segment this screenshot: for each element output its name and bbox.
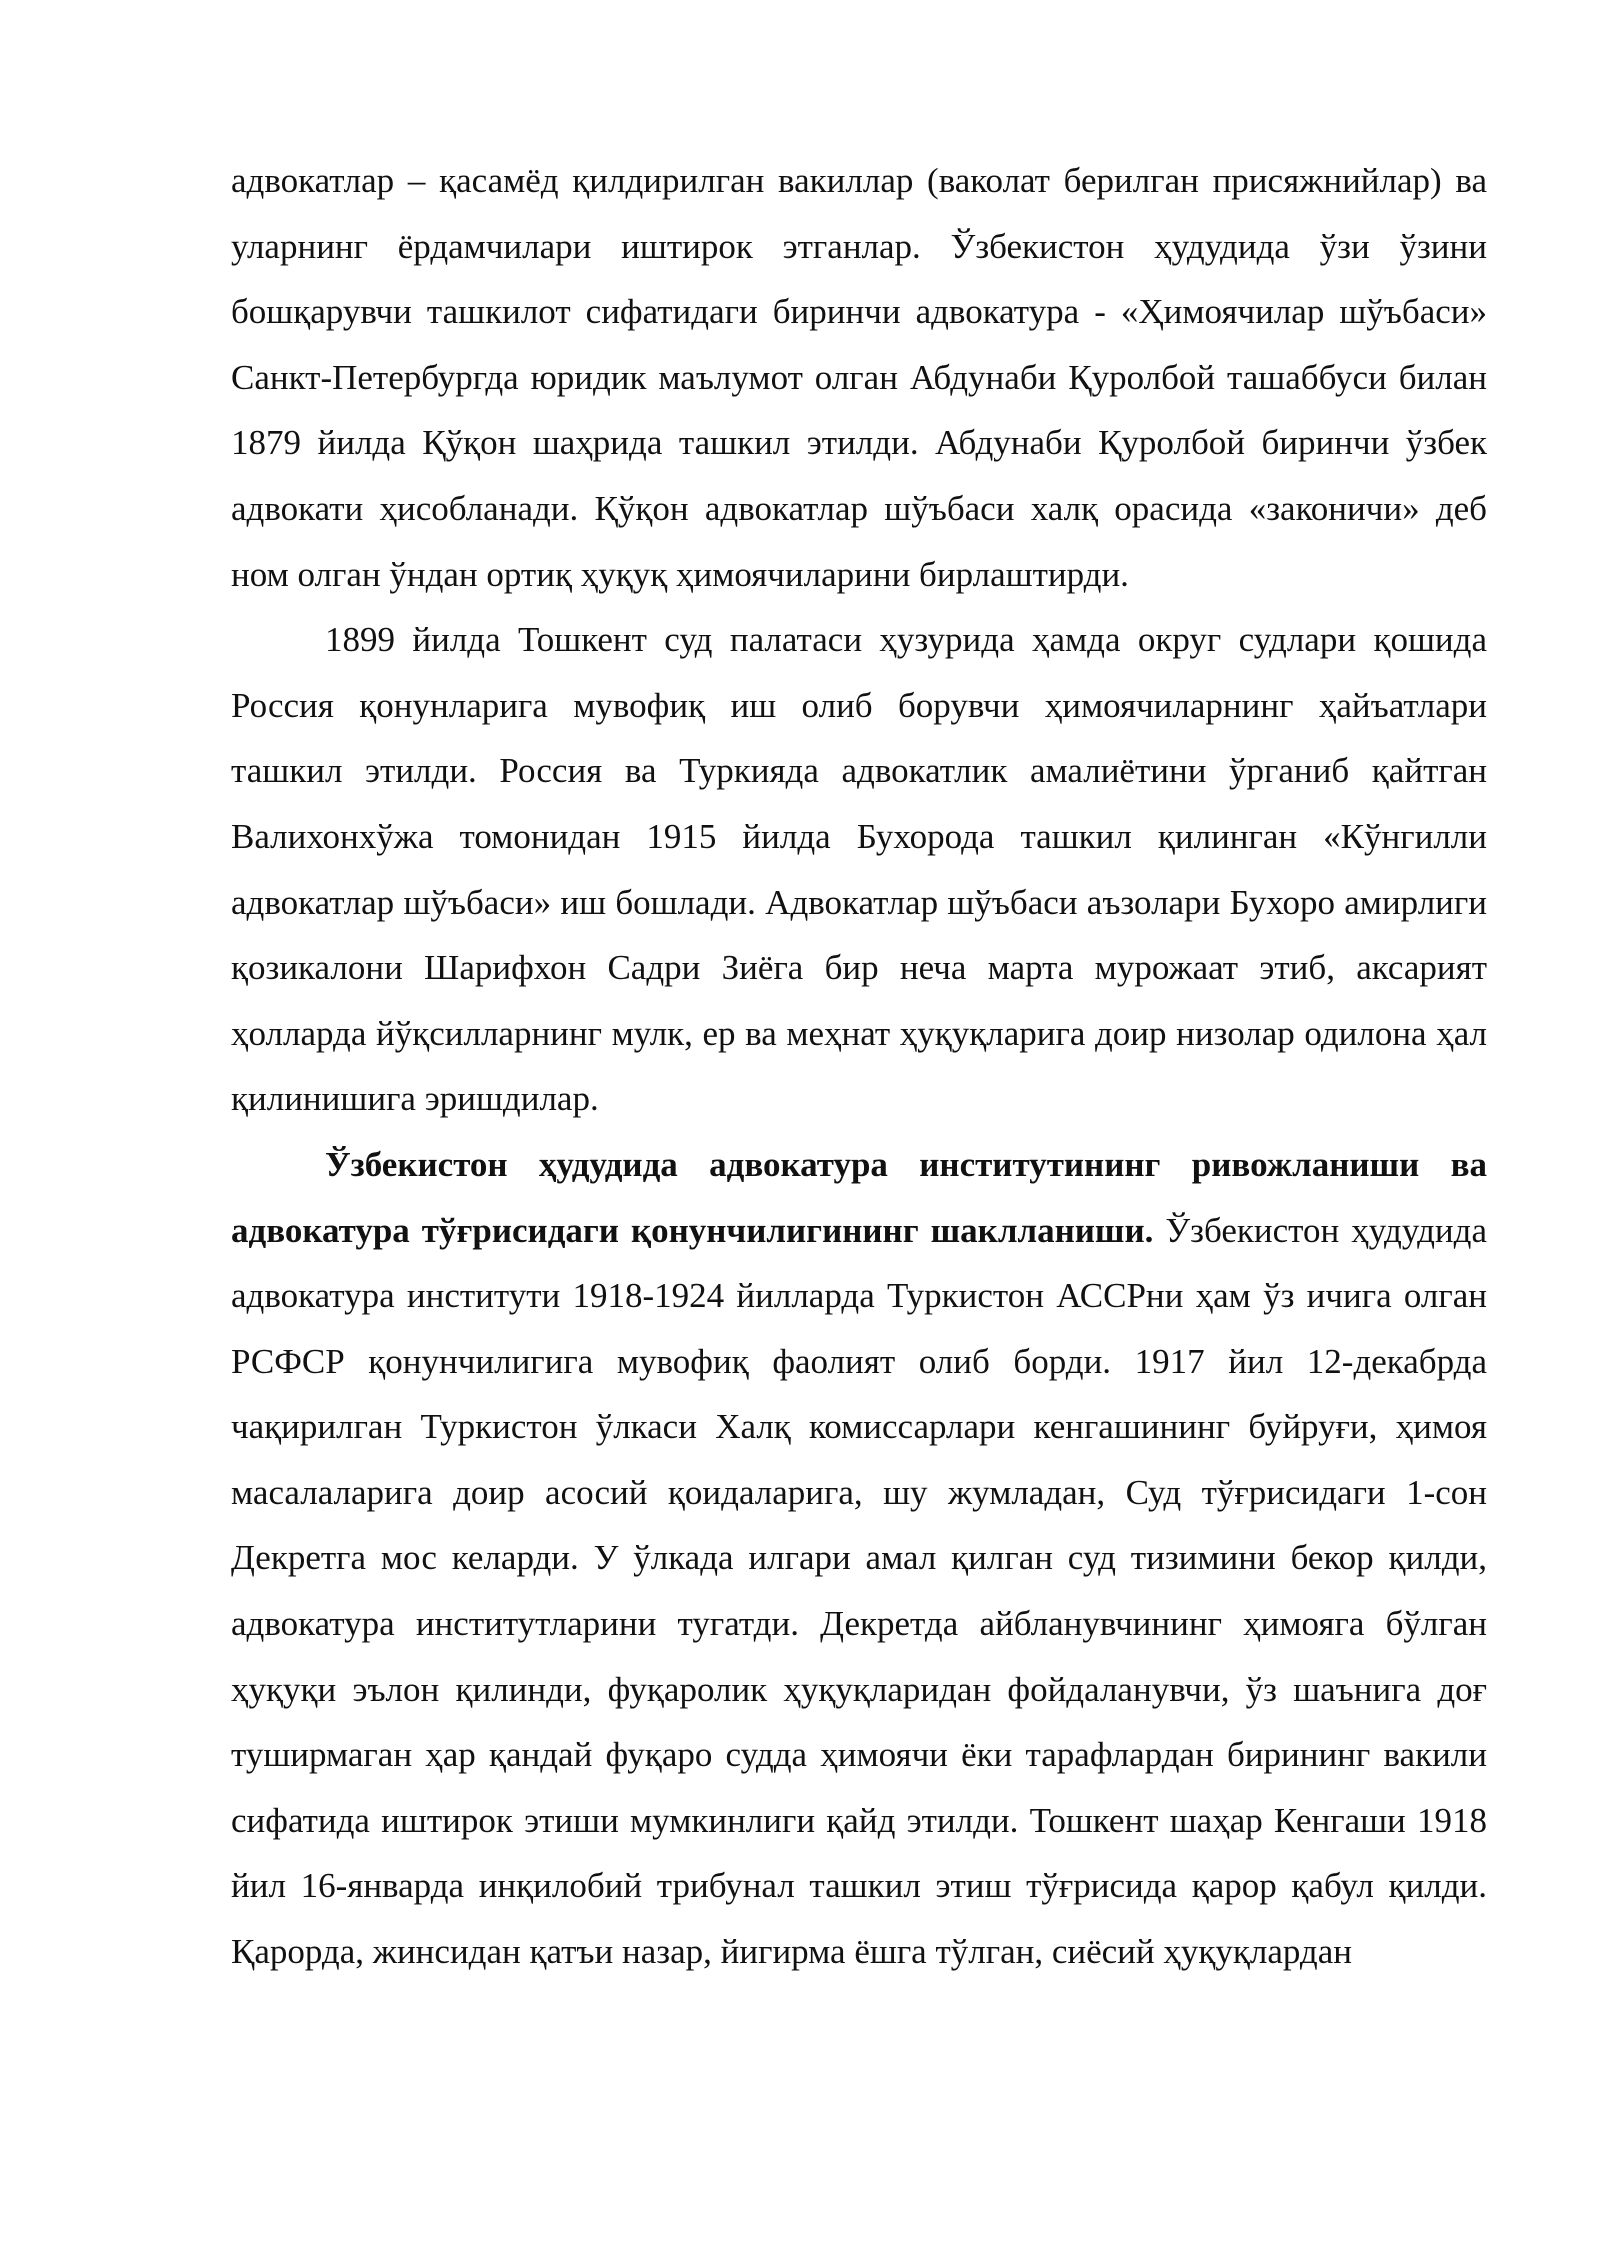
paragraph-2: 1899 йилда Тошкент суд палатаси ҳузурида ҳамда округ судлари қошида Россия қонунларига мувофиқ иш олиб борувчи ҳимоячиларнинг ҳайъатлари ташкил этилди. Россия ва Туркияда адвокатлик амалиётини ўрганиб қайтган Валихонхўжа томонидан 1915 йилда Бухорода ташкил қилинган «Кўнгилли адвокатлар шўъбаси» иш бошлади. Адвокатлар шўъбаси аъзолари Бухоро амирлиги қозикалони Шарифхон Садри Зиёга бир неча марта мурожаат этиб, аксарият ҳолларда йўқсилларнинг мулк, ер ва меҳнат ҳуқуқларига доир низолар одилона ҳал қилинишига эришдилар. [231, 620, 1487, 1119]
paragraph-3 [231, 1132, 1487, 1985]
document-body [231, 148, 1487, 1985]
paragraph-3-body: Ўзбекистон ҳудудида адвокатура институти 1918-1924 йилларда Туркистон АССРни ҳам ўз ичига олган РСФСР қонунчилигига мувофиқ фаолият олиб борди. 1917 йил 12-декабрда чақирилган Туркистон ўлкаси Халқ комиссарлари кенгашининг буйруғи, ҳимоя масалаларига доир асосий қоидаларига, шу жумладан, Суд тўғрисидаги 1-сон Декретга мос келарди. У ўлкада илгари амал қилган суд тизимини бекор қилди, адвокатура институтларини тугатди. Декретда айбланувчининг ҳимояга бўлган ҳуқуқи эълон қилинди, фуқаролик ҳуқуқларидан фойдаланувчи, ўз шаънига доғ туширмаган ҳар қандай фуқаро судда ҳимоячи ёки тарафлардан бирининг вакили сифатида иштирок этиши мумкинлиги қайд этилди. Тошкент шаҳар Кенгаши 1918 йил 16-январда инқилобий трибунал ташкил этиш тўғрисида қарор қабул қилди. Қарорда, жинсидан қатъи назар, йигирма ёшга тўлган, сиёсий ҳуқуқлардан [231, 1210, 1487, 1972]
paragraph-1: адвокатлар – қасамёд қилдирилган вакиллар (ваколат берилган присяжнийлар) ва уларнинг ёрдамчилари иштирок этганлар. Ўзбекистон ҳудудида ўзи ўзини бошқарувчи ташкилот сифатидаги биринчи адвокатура - «Ҳимоячилар шўъбаси» Санкт-Петербургда юридик маълумот олган Абдунаби Қуролбой ташаббуси билан 1879 йилда Қўқон шаҳрида ташкил этилди. Абдунаби Қуролбой биринчи ўзбек адвокати ҳисобланади. Қўқон адвокатлар шўъбаси халқ орасида «законичи» деб ном олган ўндан ортиқ ҳуқуқ ҳимоячиларини бирлаштирди. [231, 161, 1487, 594]
section-heading: Ўзбекистон ҳудудида адвокатура институтининг ривожланиши ва адвокатура тўғрисидаги қонунчилигининг шаклланиши. [231, 1144, 1487, 1250]
